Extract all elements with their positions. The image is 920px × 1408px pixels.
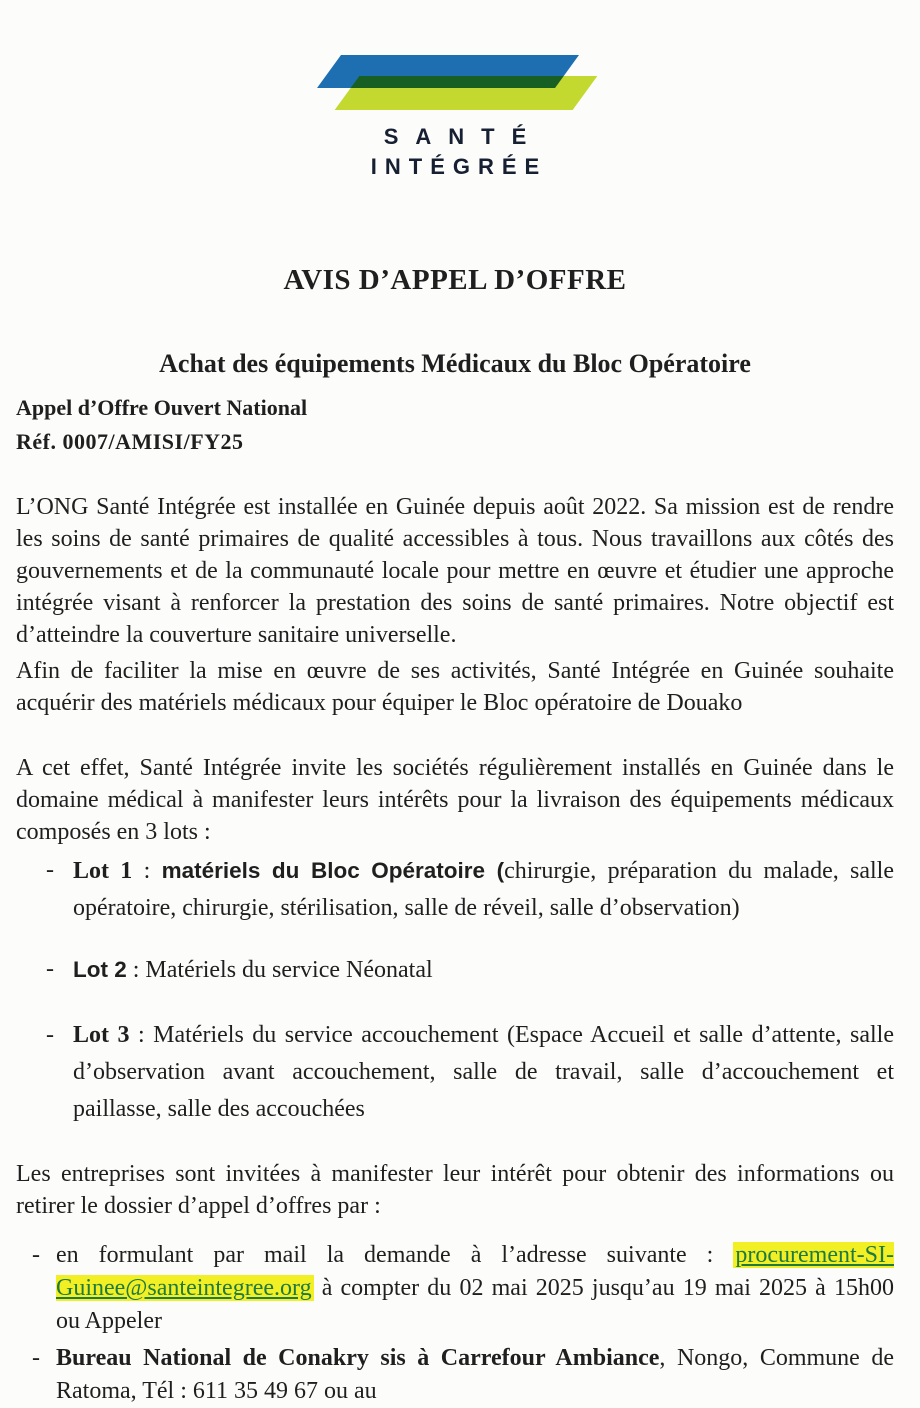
contact-email-text-after: à compter du 02 mai 2025 jusqu’au 19 mai 2025 à 15h00 ou Appeler — [56, 1275, 894, 1334]
lot-3-label: Lot 3 — [73, 1022, 130, 1048]
lot-1-separator: : — [132, 858, 162, 884]
bullet-dash: - — [46, 857, 54, 883]
lot-3-description: Matériels du service accouchement (Espace Accueil et salle d’attente, salle d’observation avant accouchement, salle de travail, salle d’accouchement et paillasse, salle des accouchées — [73, 1022, 894, 1122]
lot-1-description: chirurgie, préparation du malade, salle opératoire, chirurgie, stérilisation, salle de réveil, salle d’observation) — [73, 858, 894, 921]
paragraph-invitation: A cet effet, Santé Intégrée invite les sociétés régulièrement installés en Guinée dans le domaine médical à manifester leurs intérêts pour la livraison des équipements médicaux composés en 3 lots : — [16, 755, 894, 845]
lot-1-bold-part: matériels du Bloc Opératoire ( — [161, 858, 505, 883]
bullet-dash: - — [32, 1242, 40, 1268]
logo-mark — [299, 55, 599, 111]
logo-wordmark-line1: SANTÉ — [383, 124, 544, 149]
email-segment-1: procurement-SI- — [735, 1242, 894, 1268]
contact-options-list — [16, 1239, 894, 1408]
bullet-dash: - — [46, 956, 54, 982]
document-subtitle: Achat des équipements Médicaux du Bloc Opératoire — [159, 349, 751, 378]
logo-wordmark-line2: INTÉGRÉE — [370, 154, 548, 179]
lot-2-separator: : — [126, 957, 146, 983]
contact-option-office — [16, 1342, 894, 1408]
lot-item-3 — [16, 1017, 894, 1128]
lot-3-separator: : — [129, 1022, 154, 1048]
paragraph-intro: L’ONG Santé Intégrée est installée en Guinée depuis août 2022. Sa mission est de rendre les soins de santé primaires de qualité accessibles à tous. Nous travaillons aux côtés des gouvernements et de la communauté locale pour mettre en œuvre et étudier une approche intégrée visant à renforcer la prestation des soins de santé primaires. Notre objectif est d’atteindre la couverture sanitaire universelle. — [16, 494, 894, 648]
logo-wordmark — [16, 122, 894, 182]
paragraph-purpose: Afin de faciliter la mise en œuvre de ses activités, Santé Intégrée en Guinée souhaite acquérir des matériels médicaux pour équiper le Bloc opératoire de Douako — [16, 658, 894, 716]
logo — [16, 0, 894, 182]
bullet-dash: - — [32, 1345, 40, 1371]
office-address-rest: , Nongo, Commune de Ratoma, Tél : 611 35 49 67 ou au — [56, 1345, 894, 1404]
bullet-dash: - — [46, 1022, 54, 1048]
tender-type: Appel d’Offre Ouvert National — [16, 395, 308, 420]
lot-2-description: Matériels du service Néonatal — [145, 957, 433, 983]
office-name: Bureau National de Conakry sis à Carrefour Ambiance — [56, 1345, 660, 1371]
contact-email-text-before: en formulant par mail la demande à l’adresse suivante : — [56, 1242, 734, 1268]
email-segment-2: Guinee@santeintegree.org — [56, 1275, 312, 1301]
page-title: AVIS D’APPEL D’OFFRE — [283, 264, 627, 296]
logo-green-parallelogram — [335, 76, 598, 110]
lot-2-label: Lot 2 — [73, 957, 127, 982]
reference-number: Réf. 0007/AMISI/FY25 — [16, 429, 244, 454]
lot-1-label: Lot 1 — [73, 858, 133, 884]
lot-item-2 — [16, 951, 894, 989]
lot-item-1 — [16, 852, 894, 927]
lot-list — [16, 852, 894, 1128]
contact-option-email — [16, 1239, 894, 1338]
paragraph-contact-intro: Les entreprises sont invitées à manifester leur intérêt pour obtenir des informations ou retirer le dossier d’appel d’offres par : — [16, 1161, 894, 1219]
